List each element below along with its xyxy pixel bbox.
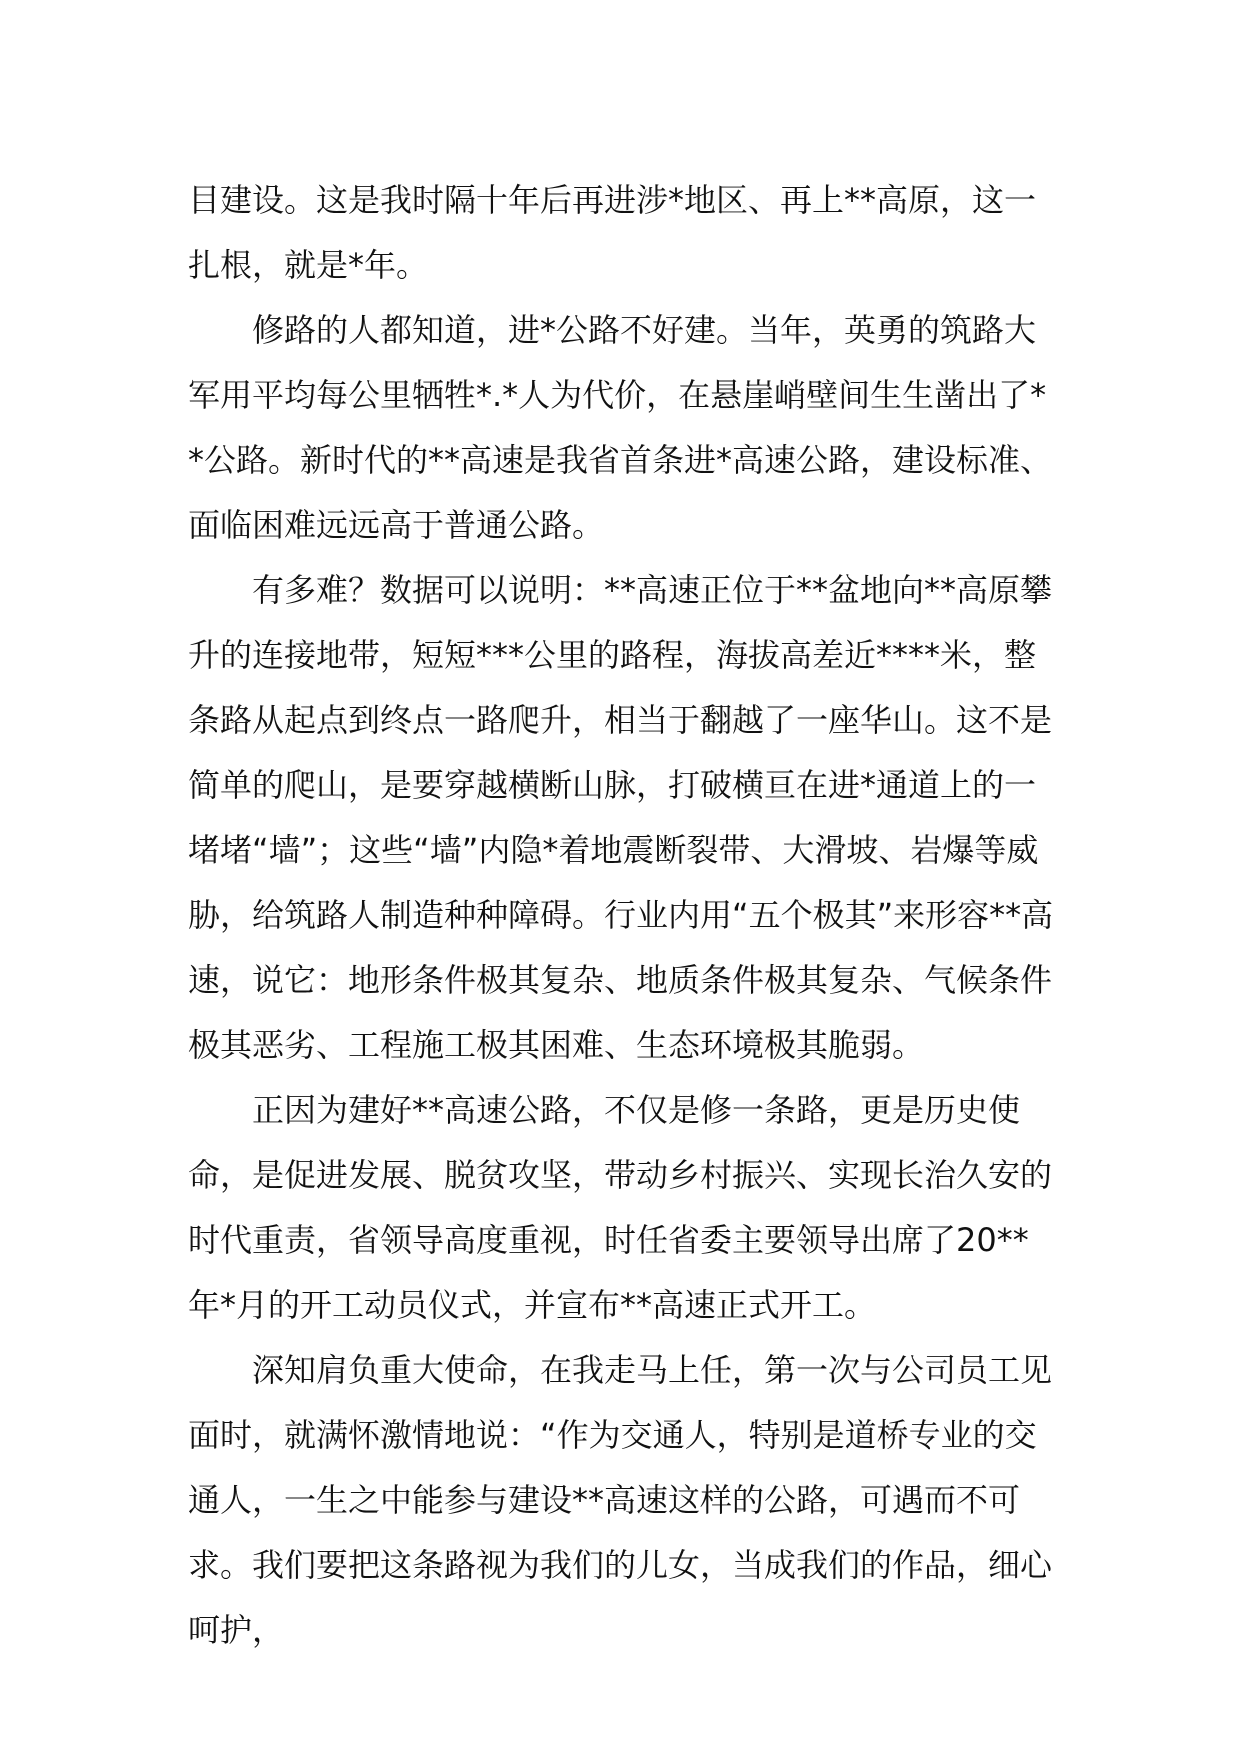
paragraph-3: 有多难？数据可以说明：**高速正位于**盆地向**高原攀升的连接地带，短短***公里的路程，海拔高差近****米，整条路从起点到终点一路爬升，相当于翻越了一座华山。这不是简单的爬山，是要穿越横断山脉，打破横亘在进*通道上的一堵堵“墙”；这些“墙”内隐*着地震断裂带、大滑坡、岩爆等威胁，给筑路人制造种种障碍。行业内用“五个极其”来形容**高速，说它：地形条件极其复杂、地质条件极其复杂、气候条件极其恶劣、工程施工极其困难、生态环境极其脆弱。	[188, 571, 1054, 1064]
paragraph-4: 正因为建好**高速公路，不仅是修一条路，更是历史使命，是促进发展、脱贫攻坚，带动乡村振兴、实现长治久安的时代重责，省领导高度重视，时任省委主要领导出席了20**年*月的开工动员仪式，并宣布**高速正式开工。	[188, 1091, 1053, 1324]
paragraph-1: 目建设。这是我时隔十年后再进涉*地区、再上**高原，这一扎根，就是*年。	[188, 181, 1037, 284]
document-body	[188, 168, 1058, 1663]
paragraph-2: 修路的人都知道，进*公路不好建。当年，英勇的筑路大军用平均每公里牺牲*.*人为代价，在悬崖峭壁间生生凿出了**公路。新时代的**高速是我省首条进*高速公路，建设标准、面临困难远远高于普通公路。	[188, 311, 1053, 544]
paragraph-5: 深知肩负重大使命，在我走马上任，第一次与公司员工见面时，就满怀激情地说：“作为交通人，特别是道桥专业的交通人，一生之中能参与建设**高速这样的公路，可遇而不可求。我们要把这条路视为我们的儿女，当成我们的作品，细心呵护，	[188, 1351, 1053, 1649]
